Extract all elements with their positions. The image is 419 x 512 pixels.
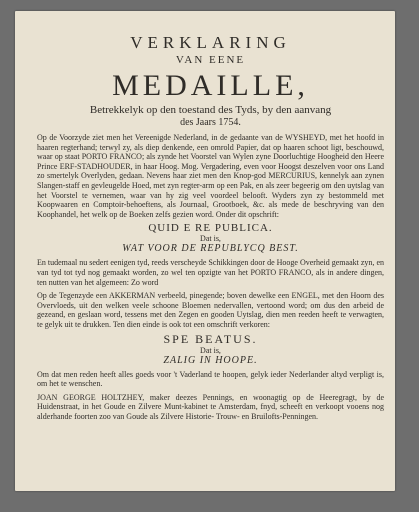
title-line1: VERKLARING bbox=[130, 33, 291, 52]
paragraph-reverse-side: Op de Tegenzyde een AKKERMAN verbeeld, pinegende; boven dewelke een ENGEL, met den Hoorn des Overvloeds, uit den welken veele schoone Bloemen nedervallen, vertoond word; om dus den arbeid de gezeand, en geslaan word, tessens met den Zegen en gooden Uytslag, dien men reeden heeft te verwagten, te gelyk uit te drukken. Ten dien einde is ook tot een omschrift verkoren: bbox=[37, 291, 384, 329]
paragraph-front-side: Op de Voorzyde ziet men het Vereenigde Nederland, in de gedaante van de WYSHEYD, met het hoofd in haaren regterhand; terwyl zy, als diep denkende, een omrold Papier, dat op haaren schoot ligt, beschouwd, waar op staat PORTO FRANCO; als zynde het Voorstel van Wylen zyne Doorluchtige Hoogheid den Heere Prince ERF-STADHOUDER, in haar Hoog. Mog. Vergadering, even voor Hoogst deszelven voor ons Land zo smertelyk Overlyden, gedaan. Nevens haar ziet men den Knop-god MERCURIUS, kennelyk aan zynen Slangen-staff en gevleugelde Hoed, met zyn regter-arm op een Pak, en als zeer begeerig om den uytslag van het Voorstel te vernemen, waar van hy zig veel voordeel belooft. Wyders zyn zy bestommeld met Koopwaaren en Comptoir-behoeftens, als Journaal, Grootboek, &c. als mede de beschryving van den Koophandel, het welk op de Boeken zelfs gezien word. Onder dit opschrift: bbox=[37, 133, 384, 219]
title-line5: des Jaars 1754. bbox=[180, 117, 241, 128]
paragraph-ordinances: En tudemaal nu sedert eenigen tyd, reeds verscheyde Schikkingen door de Hooge Overheid gemaakt zyn, en van tyd tot tyd nog gemaakt worden, zo wel ten opzigte van het PORTO FRANCO, als in andere dingen, ten nutten van het algemeen: Zo word bbox=[37, 258, 384, 287]
motto2-dat-is: Dat is, bbox=[200, 345, 221, 355]
title-line3: MEDAILLE, bbox=[112, 69, 309, 102]
motto1-dutch: WAT VOOR DE REPUBLYCQ BEST. bbox=[122, 243, 299, 255]
title-line2: VAN EENE bbox=[175, 54, 246, 66]
motto2-latin: SPE BEATUS. bbox=[163, 331, 258, 346]
motto1-latin: QUID E RE PUBLICA. bbox=[148, 222, 273, 235]
motto1-dat-is: Dat is, bbox=[200, 234, 221, 244]
title-line4: Betrekkelyk op den toestand des Tyds, by den aanvang bbox=[89, 104, 332, 116]
paragraph-hope: Om dat men reden heeft alles goeds voor 't Vaderland te hoopen, gelyk ieder Nederlander altyd verpligt is, om het te wenschen. bbox=[37, 369, 384, 389]
paragraph-maker: JOAN GEORGE HOLTZHEY, maker deezes Pennings, en woonagtig op de Heeregragt, by de Huidenstraat, in het Goude en Zilvere Munt-kabinet te Amsterdam, fnyd, scheeft en verkoopt vooens nog alderhande foorten zoo van Goude als Zilvere Historie- Trouw- en Bruilofts-Penningen. bbox=[37, 392, 384, 421]
document-content bbox=[37, 34, 384, 421]
motto2-dutch: ZALIG IN HOOPE. bbox=[163, 354, 258, 366]
